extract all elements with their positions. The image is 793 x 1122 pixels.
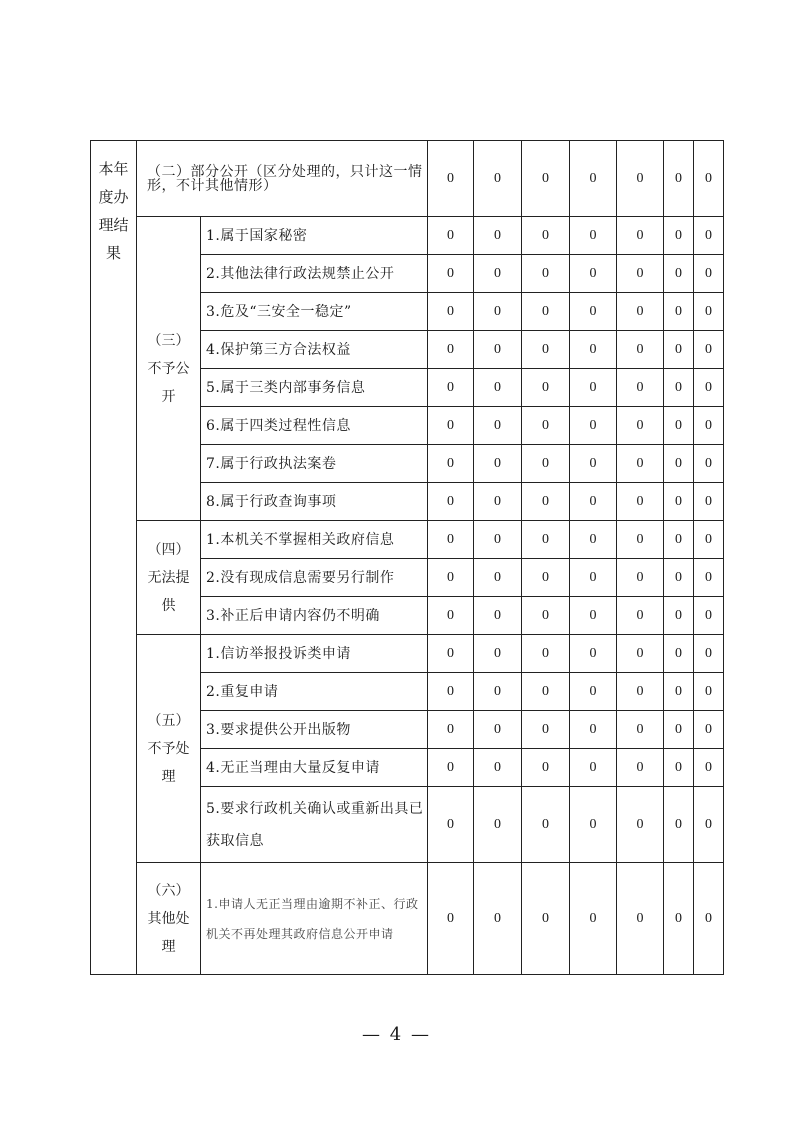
value-cell: 0 bbox=[474, 673, 522, 711]
value-cell: 0 bbox=[617, 749, 664, 787]
value-cell: 0 bbox=[570, 597, 617, 635]
item-label: 3.补正后申请内容仍不明确 bbox=[201, 597, 428, 635]
value-cell: 0 bbox=[694, 521, 724, 559]
value-cell: 0 bbox=[664, 559, 694, 597]
category-label-line: 其他处 bbox=[147, 910, 190, 927]
value-cell: 0 bbox=[694, 597, 724, 635]
value-cell: 0 bbox=[474, 407, 522, 445]
value-cell: 0 bbox=[664, 635, 694, 673]
value-cell: 0 bbox=[522, 331, 570, 369]
outer-label-line: 度办 bbox=[98, 188, 129, 206]
value-cell: 0 bbox=[428, 407, 474, 445]
value-cell: 0 bbox=[694, 483, 724, 521]
value-cell: 0 bbox=[617, 369, 664, 407]
value-cell: 0 bbox=[694, 293, 724, 331]
value-cell: 0 bbox=[694, 749, 724, 787]
value-cell: 0 bbox=[617, 217, 664, 255]
value-cell: 0 bbox=[664, 749, 694, 787]
item-label: 2.其他法律行政法规禁止公开 bbox=[201, 255, 428, 293]
value-cell: 0 bbox=[570, 407, 617, 445]
value-cell: 0 bbox=[428, 711, 474, 749]
value-cell: 0 bbox=[570, 749, 617, 787]
category-label-line: （三） bbox=[147, 332, 190, 349]
item-label: 6.属于四类过程性信息 bbox=[201, 407, 428, 445]
value-cell: 0 bbox=[617, 863, 664, 975]
value-cell: 0 bbox=[617, 787, 664, 863]
value-cell: 0 bbox=[617, 711, 664, 749]
value-cell: 0 bbox=[428, 255, 474, 293]
value-cell: 0 bbox=[428, 749, 474, 787]
value-cell: 0 bbox=[474, 331, 522, 369]
value-cell: 0 bbox=[570, 711, 617, 749]
value-cell: 0 bbox=[474, 445, 522, 483]
value-cell: 0 bbox=[617, 635, 664, 673]
outer-label-line: 本年 bbox=[98, 160, 129, 178]
value-cell: 0 bbox=[664, 711, 694, 749]
value-cell: 0 bbox=[664, 141, 694, 217]
value-cell: 0 bbox=[664, 331, 694, 369]
value-cell: 0 bbox=[522, 787, 570, 863]
value-cell: 0 bbox=[617, 255, 664, 293]
value-cell: 0 bbox=[474, 635, 522, 673]
value-cell: 0 bbox=[694, 407, 724, 445]
category-label-line: 理 bbox=[161, 938, 176, 955]
value-cell: 0 bbox=[694, 559, 724, 597]
value-cell: 0 bbox=[474, 141, 522, 217]
value-cell: 0 bbox=[694, 369, 724, 407]
item-label: 1.申请人无正当理由逾期不补正、行政机关不再处理其政府信息公开申请 bbox=[201, 863, 428, 975]
value-cell: 0 bbox=[617, 293, 664, 331]
value-cell: 0 bbox=[522, 635, 570, 673]
item-label: 3.要求提供公开出版物 bbox=[201, 711, 428, 749]
value-cell: 0 bbox=[428, 141, 474, 217]
item-label: 5.属于三类内部事务信息 bbox=[201, 369, 428, 407]
value-cell: 0 bbox=[570, 217, 617, 255]
value-cell: 0 bbox=[664, 597, 694, 635]
value-cell: 0 bbox=[570, 369, 617, 407]
outer-label-line: 果 bbox=[105, 244, 121, 262]
table-row bbox=[91, 635, 724, 673]
value-cell: 0 bbox=[694, 635, 724, 673]
value-cell: 0 bbox=[522, 217, 570, 255]
value-cell: 0 bbox=[694, 255, 724, 293]
value-cell: 0 bbox=[474, 369, 522, 407]
value-cell: 0 bbox=[694, 863, 724, 975]
category-label-line: 开 bbox=[161, 388, 176, 405]
value-cell: 0 bbox=[664, 673, 694, 711]
value-cell: 0 bbox=[522, 293, 570, 331]
value-cell: 0 bbox=[522, 521, 570, 559]
value-cell: 0 bbox=[428, 445, 474, 483]
value-cell: 0 bbox=[664, 445, 694, 483]
value-cell: 0 bbox=[522, 711, 570, 749]
value-cell: 0 bbox=[617, 559, 664, 597]
item-label: 1.信访举报投诉类申请 bbox=[201, 635, 428, 673]
value-cell: 0 bbox=[617, 445, 664, 483]
value-cell: 0 bbox=[694, 445, 724, 483]
value-cell: 0 bbox=[570, 331, 617, 369]
category-label-line: 不予处 bbox=[147, 740, 190, 757]
value-cell: 0 bbox=[474, 749, 522, 787]
value-cell: 0 bbox=[428, 787, 474, 863]
table-row bbox=[91, 141, 724, 217]
category-label-line: （六） bbox=[147, 882, 190, 899]
value-cell: 0 bbox=[428, 293, 474, 331]
value-cell: 0 bbox=[617, 673, 664, 711]
value-cell: 0 bbox=[617, 407, 664, 445]
table-row bbox=[91, 863, 724, 975]
value-cell: 0 bbox=[694, 141, 724, 217]
value-cell: 0 bbox=[570, 255, 617, 293]
value-cell: 0 bbox=[664, 369, 694, 407]
partial-open-label: （二）部分公开（区分处理的，只计这一情形，不计其他情形） bbox=[137, 141, 428, 217]
value-cell: 0 bbox=[570, 445, 617, 483]
value-cell: 0 bbox=[474, 863, 522, 975]
value-cell: 0 bbox=[570, 141, 617, 217]
table-row bbox=[91, 521, 724, 559]
value-cell: 0 bbox=[570, 559, 617, 597]
item-label: 4.无正当理由大量反复申请 bbox=[201, 749, 428, 787]
value-cell: 0 bbox=[474, 787, 522, 863]
category-label bbox=[137, 217, 201, 521]
item-label: 4.保护第三方合法权益 bbox=[201, 331, 428, 369]
category-label-line: 无法提 bbox=[147, 569, 190, 586]
value-cell: 0 bbox=[474, 597, 522, 635]
value-cell: 0 bbox=[522, 749, 570, 787]
value-cell: 0 bbox=[522, 863, 570, 975]
item-label: 2.没有现成信息需要另行制作 bbox=[201, 559, 428, 597]
value-cell: 0 bbox=[428, 673, 474, 711]
value-cell: 0 bbox=[522, 559, 570, 597]
value-cell: 0 bbox=[428, 863, 474, 975]
value-cell: 0 bbox=[474, 711, 522, 749]
value-cell: 0 bbox=[428, 559, 474, 597]
value-cell: 0 bbox=[617, 597, 664, 635]
value-cell: 0 bbox=[522, 369, 570, 407]
value-cell: 0 bbox=[617, 141, 664, 217]
value-cell: 0 bbox=[570, 521, 617, 559]
value-cell: 0 bbox=[694, 673, 724, 711]
item-label: 3.危及“三安全一稳定” bbox=[201, 293, 428, 331]
value-cell: 0 bbox=[617, 483, 664, 521]
value-cell: 0 bbox=[428, 217, 474, 255]
statistics-table bbox=[90, 140, 724, 975]
value-cell: 0 bbox=[664, 787, 694, 863]
value-cell: 0 bbox=[428, 331, 474, 369]
item-label: 5.要求行政机关确认或重新出具已获取信息 bbox=[201, 787, 428, 863]
value-cell: 0 bbox=[664, 521, 694, 559]
value-cell: 0 bbox=[522, 445, 570, 483]
outer-label bbox=[91, 141, 137, 975]
table-row bbox=[91, 217, 724, 255]
value-cell: 0 bbox=[664, 293, 694, 331]
value-cell: 0 bbox=[570, 787, 617, 863]
value-cell: 0 bbox=[617, 331, 664, 369]
page-number: — 4 — bbox=[362, 1024, 431, 1045]
value-cell: 0 bbox=[570, 673, 617, 711]
value-cell: 0 bbox=[570, 293, 617, 331]
value-cell: 0 bbox=[522, 255, 570, 293]
value-cell: 0 bbox=[474, 293, 522, 331]
item-label: 7.属于行政执法案卷 bbox=[201, 445, 428, 483]
value-cell: 0 bbox=[664, 217, 694, 255]
item-label: 1.属于国家秘密 bbox=[201, 217, 428, 255]
value-cell: 0 bbox=[428, 369, 474, 407]
outer-label-line: 理结 bbox=[98, 216, 129, 234]
item-label: 8.属于行政查询事项 bbox=[201, 483, 428, 521]
value-cell: 0 bbox=[474, 483, 522, 521]
value-cell: 0 bbox=[428, 521, 474, 559]
value-cell: 0 bbox=[570, 863, 617, 975]
value-cell: 0 bbox=[664, 863, 694, 975]
value-cell: 0 bbox=[428, 635, 474, 673]
value-cell: 0 bbox=[522, 407, 570, 445]
value-cell: 0 bbox=[428, 597, 474, 635]
value-cell: 0 bbox=[428, 483, 474, 521]
value-cell: 0 bbox=[474, 521, 522, 559]
value-cell: 0 bbox=[617, 521, 664, 559]
category-label-line: 不予公 bbox=[147, 360, 190, 377]
value-cell: 0 bbox=[522, 673, 570, 711]
value-cell: 0 bbox=[694, 711, 724, 749]
value-cell: 0 bbox=[664, 407, 694, 445]
category-label-line: 供 bbox=[161, 597, 176, 614]
category-label-line: 理 bbox=[161, 768, 176, 785]
value-cell: 0 bbox=[474, 559, 522, 597]
category-label bbox=[137, 635, 201, 863]
item-label: 2.重复申请 bbox=[201, 673, 428, 711]
item-label: 1.本机关不掌握相关政府信息 bbox=[201, 521, 428, 559]
value-cell: 0 bbox=[664, 255, 694, 293]
category-label bbox=[137, 521, 201, 635]
value-cell: 0 bbox=[474, 255, 522, 293]
value-cell: 0 bbox=[474, 217, 522, 255]
value-cell: 0 bbox=[694, 217, 724, 255]
value-cell: 0 bbox=[570, 483, 617, 521]
value-cell: 0 bbox=[694, 331, 724, 369]
category-label bbox=[137, 863, 201, 975]
category-label-line: （四） bbox=[147, 541, 190, 558]
category-label-line: （五） bbox=[147, 712, 190, 729]
value-cell: 0 bbox=[570, 635, 617, 673]
value-cell: 0 bbox=[664, 483, 694, 521]
value-cell: 0 bbox=[522, 483, 570, 521]
value-cell: 0 bbox=[694, 787, 724, 863]
value-cell: 0 bbox=[522, 597, 570, 635]
value-cell: 0 bbox=[522, 141, 570, 217]
